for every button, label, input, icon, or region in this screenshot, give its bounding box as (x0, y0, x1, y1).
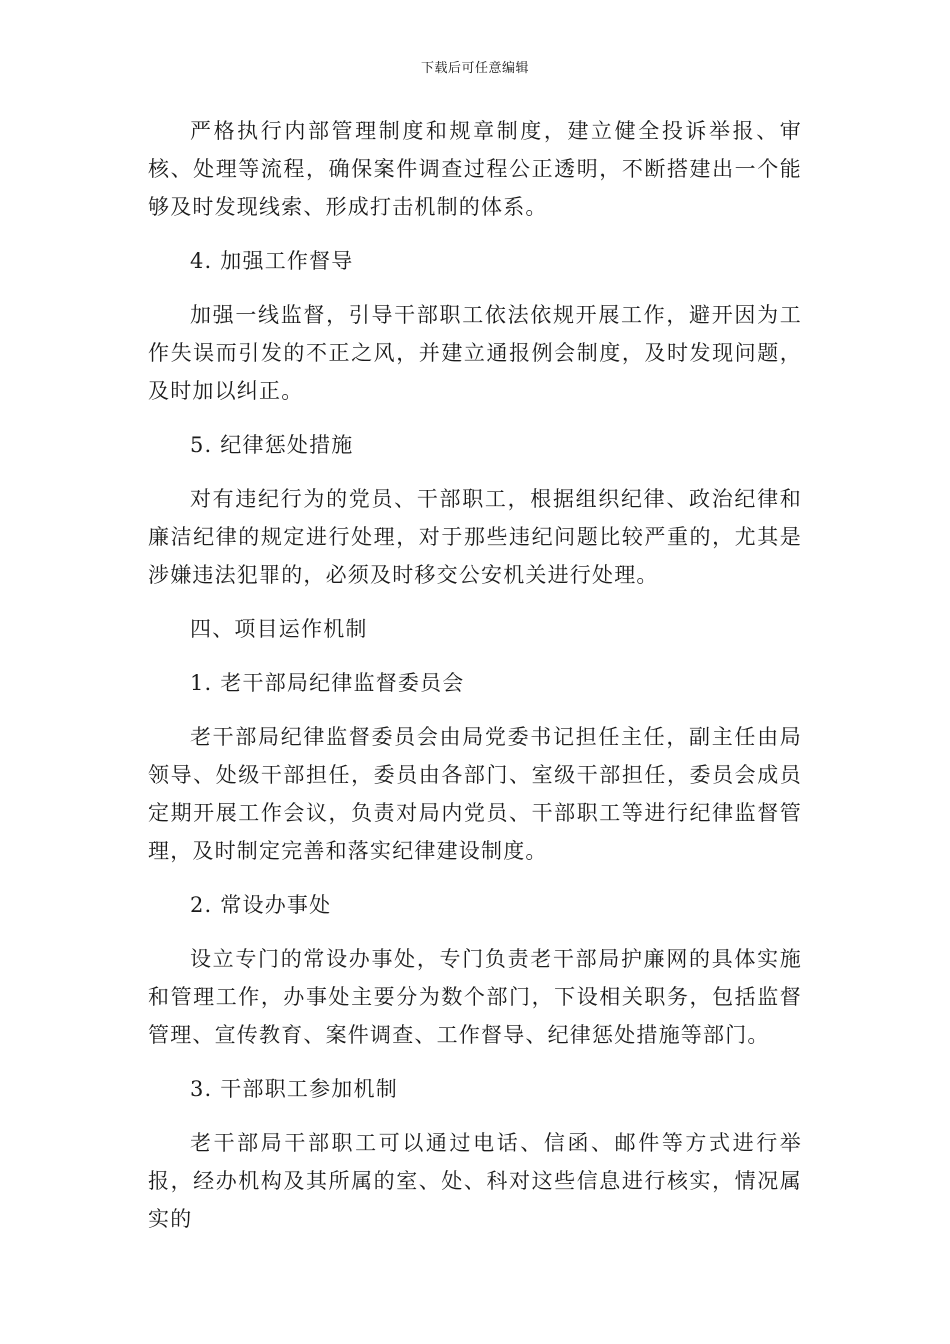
section-heading: 2. 常设办事处 (190, 893, 332, 917)
paragraph: 老干部局纪律监督委员会由局党委书记担任主任，副主任由局领导、处级干部担任，委员由各部门、室级干部担任，委员会成员定期开展工作会议，负责对局内党员、干部职工等进行纪律监督管理，及时制定完善和落实纪律建设制度。 (148, 725, 802, 863)
paragraph: 严格执行内部管理制度和规章制度，建立健全投诉举报、审核、处理等流程，确保案件调查过程公正透明，不断搭建出一个能够及时发现线索、形成打击机制的体系。 (148, 119, 802, 219)
page-header-note: 下载后可任意编辑 (420, 61, 529, 76)
chapter-heading: 四、项目运作机制 (190, 617, 368, 641)
paragraph: 加强一线监督，引导干部职工依法依规开展工作，避开因为工作失误而引发的不正之风，并建立通报例会制度，及时发现问题，及时加以纠正。 (148, 303, 802, 403)
section-heading: 1. 老干部局纪律监督委员会 (190, 671, 465, 695)
paragraph: 老干部局干部职工可以通过电话、信函、邮件等方式进行举报，经办机构及其所属的室、处、科对这些信息进行核实，情况属实的 (148, 1131, 802, 1231)
section-heading: 5. 纪律惩处措施 (190, 433, 354, 457)
paragraph: 对有违纪行为的党员、干部职工，根据组织纪律、政治纪律和廉洁纪律的规定进行处理，对于那些违纪问题比较严重的，尤其是涉嫌违法犯罪的，必须及时移交公安机关进行处理。 (148, 487, 802, 587)
paragraph: 设立专门的常设办事处，专门负责老干部局护廉网的具体实施和管理工作，办事处主要分为数个部门，下设相关职务，包括监督管理、宣传教育、案件调查、工作督导、纪律惩处措施等部门。 (148, 947, 802, 1047)
document-body (148, 112, 802, 1238)
section-heading: 3. 干部职工参加机制 (190, 1077, 398, 1101)
section-heading: 4. 加强工作督导 (190, 249, 354, 273)
